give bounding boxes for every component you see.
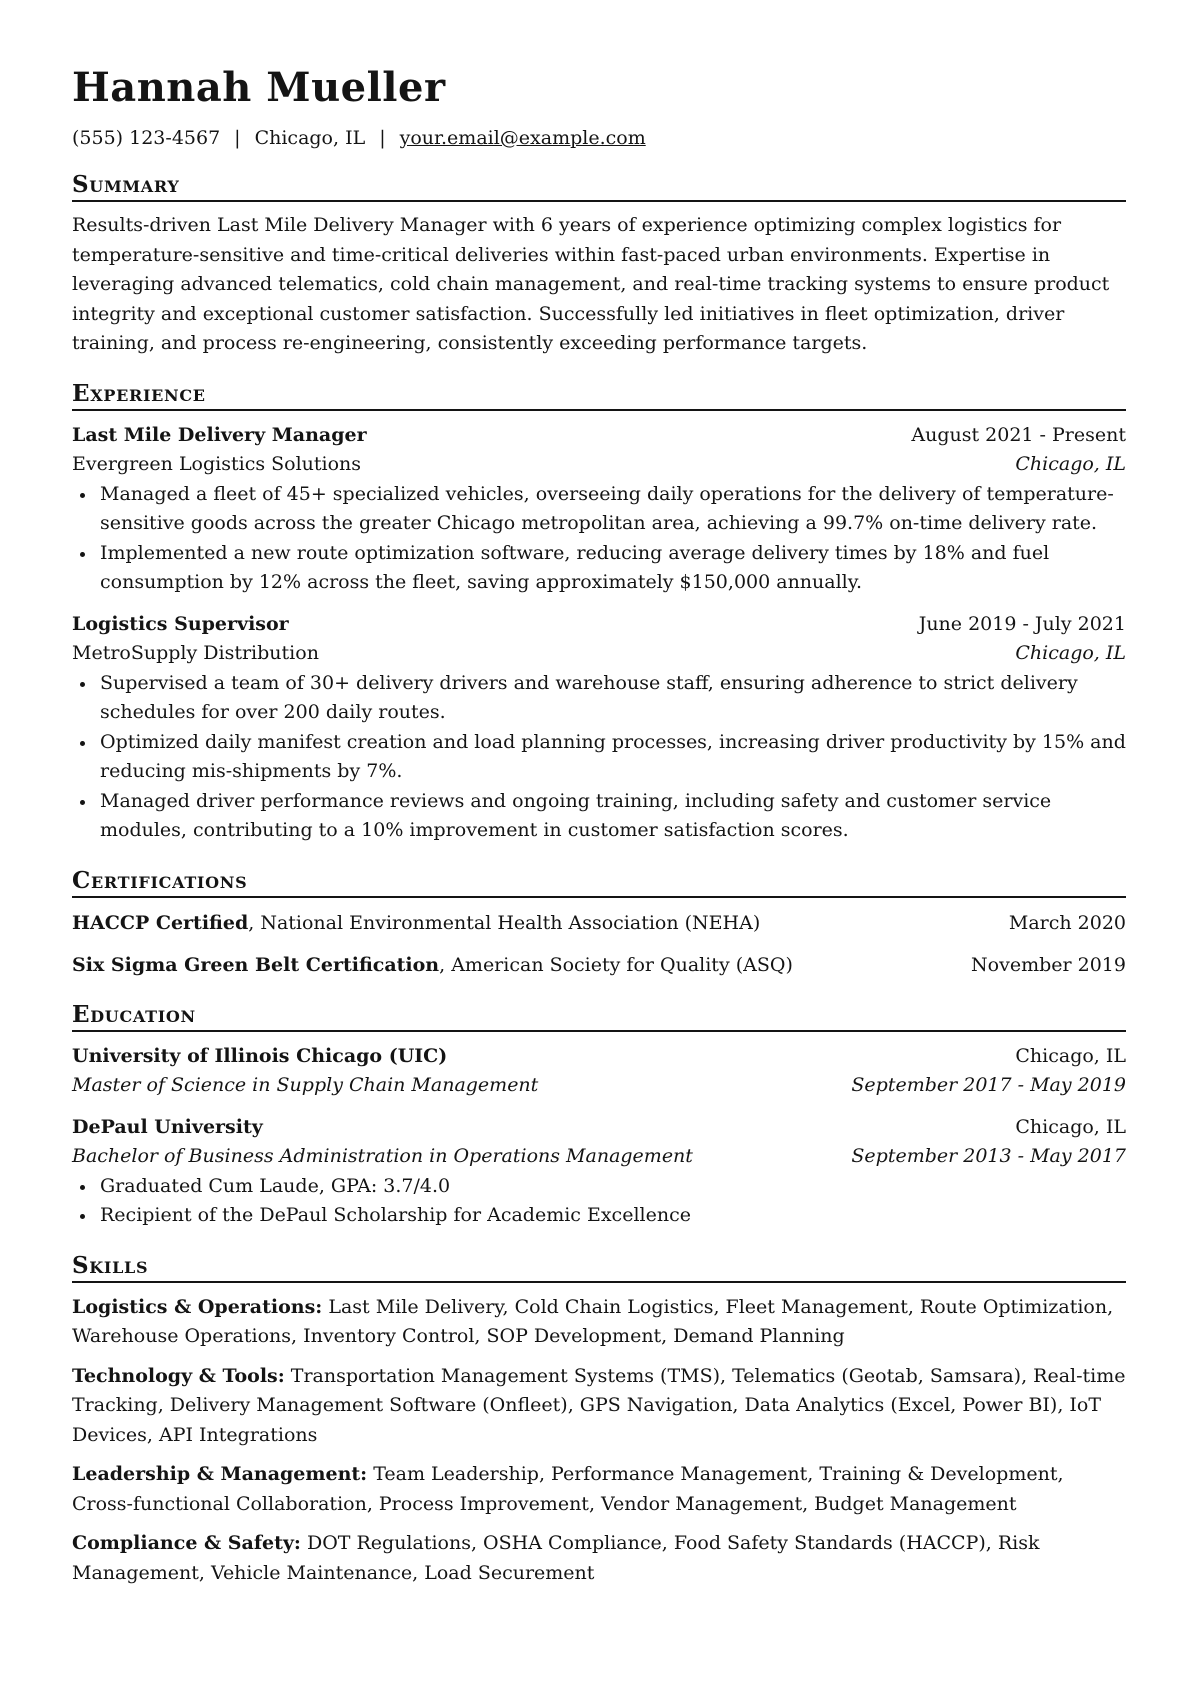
job-entry — [72, 421, 1126, 598]
contact-separator: | — [234, 127, 241, 149]
skills-section — [72, 1253, 1126, 1589]
experience-section — [72, 381, 1126, 846]
experience-heading: Experience — [72, 381, 1126, 411]
bullet-item: Recipient of the DePaul Scholarship for Academic Excellence — [72, 1201, 1126, 1231]
summary-text: Results-driven Last Mile Delivery Manager with 6 years of experience optimizing complex logistics for temperature-sensitive and time-critical deliveries within fast-paced urban environments. Expertise in leveraging advanced telematics, cold chain management, and real-time tracking systems to ensure product integrity and exceptional customer satisfaction. Successfully led initiatives in fleet optimization, driver training, and process re-engineering, consistently exceeding performance targets. — [72, 214, 1110, 354]
education-bullets — [72, 1172, 1126, 1231]
contact-separator: | — [379, 127, 386, 149]
contact-email-link[interactable]: your.email@example.com — [399, 127, 646, 149]
certifications-heading: Certifications — [72, 868, 1126, 898]
job-dates: August 2021 - Present — [911, 423, 1126, 446]
job-dates: June 2019 - July 2021 — [918, 612, 1126, 635]
certification-date: November 2019 — [971, 953, 1126, 976]
school-name: DePaul University — [72, 1115, 263, 1138]
education-heading: Education — [72, 1002, 1126, 1032]
bullet-item: Implemented a new route optimization software, reducing average delivery times by 18% and fuel consumption by 12% across the fleet, saving approximately $150,000 annually. — [72, 539, 1126, 598]
job-company: Evergreen Logistics Solutions — [72, 453, 362, 475]
skill-group — [72, 1460, 1126, 1519]
skill-group-text: Last Mile Delivery, Cold Chain Logistics, Fleet Management, Route Optimization, Warehouse Operations, Inventory Control, SOP Development, Demand Planning — [72, 1295, 1114, 1347]
bullet-item: Managed driver performance reviews and ongoing training, including safety and customer service modules, contributing to a 10% improvement in customer satisfaction scores. — [72, 787, 1126, 846]
school-name: University of Illinois Chicago (UIC) — [72, 1044, 448, 1067]
skill-group-text: Team Leadership, Performance Management, Training & Development, Cross-functional Collaboration, Process Improvement, Vendor Management, Budget Management — [72, 1463, 1064, 1515]
job-bullets — [72, 480, 1126, 598]
certification-date: March 2020 — [1008, 911, 1126, 934]
skill-group-label: Logistics & Operations: — [72, 1295, 323, 1318]
job-bullets — [72, 669, 1126, 846]
job-role: Logistics Supervisor — [72, 612, 289, 635]
education-dates: September 2017 - May 2019 — [851, 1074, 1126, 1096]
skill-group-label: Compliance & Safety: — [72, 1532, 301, 1554]
summary-section — [72, 172, 1126, 359]
certification-item — [72, 950, 1126, 980]
job-location: Chicago, IL — [1015, 453, 1126, 475]
degree-name: Master of Science in Supply Chain Management — [72, 1074, 539, 1096]
job-company: MetroSupply Distribution — [72, 642, 319, 664]
contact-line — [72, 126, 1126, 150]
summary-heading: Summary — [72, 172, 1126, 202]
degree-name: Bachelor of Business Administration in Operations Management — [72, 1145, 693, 1167]
education-dates: September 2013 - May 2017 — [851, 1145, 1126, 1167]
job-entry — [72, 610, 1126, 846]
certification-issuer: , National Environmental Health Association (NEHA) — [248, 911, 761, 934]
job-role: Last Mile Delivery Manager — [72, 423, 367, 446]
resume-page — [72, 60, 1126, 1588]
skill-group-text: DOT Regulations, OSHA Compliance, Food Safety Standards (HACCP), Risk Management, Vehicle Maintenance, Load Securement — [72, 1532, 1040, 1584]
skill-group-label: Leadership & Management: — [72, 1463, 368, 1485]
education-entry — [72, 1113, 1126, 1231]
school-location: Chicago, IL — [1015, 1115, 1126, 1138]
contact-phone: (555) 123-4567 — [72, 127, 221, 149]
job-location: Chicago, IL — [1015, 642, 1126, 664]
skill-group — [72, 1362, 1126, 1451]
skill-group-text: Transportation Management Systems (TMS), Telematics (Geotab, Samsara), Real-time Tracking, Delivery Management Software (Onfleet), GPS Navigation, Data Analytics (Excel, Power BI), IoT Devices, API Integrations — [72, 1364, 1126, 1446]
skill-group — [72, 1529, 1126, 1588]
certification-name: HACCP Certified — [72, 911, 249, 934]
candidate-name: Hannah Mueller — [72, 64, 446, 111]
skill-group — [72, 1293, 1126, 1352]
certifications-section — [72, 868, 1126, 980]
contact-location: Chicago, IL — [254, 127, 366, 149]
certification-name: Six Sigma Green Belt Certification — [72, 953, 440, 976]
bullet-item: Graduated Cum Laude, GPA: 3.7/4.0 — [72, 1172, 1126, 1202]
bullet-item: Managed a fleet of 45+ specialized vehicles, overseeing daily operations for the delivery of temperature-sensitive goods across the greater Chicago metropolitan area, achieving a 99.7% on-time delivery rate. — [72, 480, 1126, 539]
bullet-item: Optimized daily manifest creation and load planning processes, increasing driver productivity by 15% and reducing mis-shipments by 7%. — [72, 728, 1126, 787]
education-section — [72, 1002, 1126, 1231]
skill-group-label: Technology & Tools: — [72, 1364, 285, 1387]
certification-item — [72, 908, 1126, 938]
school-location: Chicago, IL — [1015, 1044, 1126, 1067]
skills-heading: Skills — [72, 1253, 1126, 1283]
education-entry — [72, 1042, 1126, 1101]
bullet-item: Supervised a team of 30+ delivery drivers and warehouse staff, ensuring adherence to strict delivery schedules for over 200 daily routes. — [72, 669, 1126, 728]
certification-issuer: , American Society for Quality (ASQ) — [439, 953, 793, 976]
